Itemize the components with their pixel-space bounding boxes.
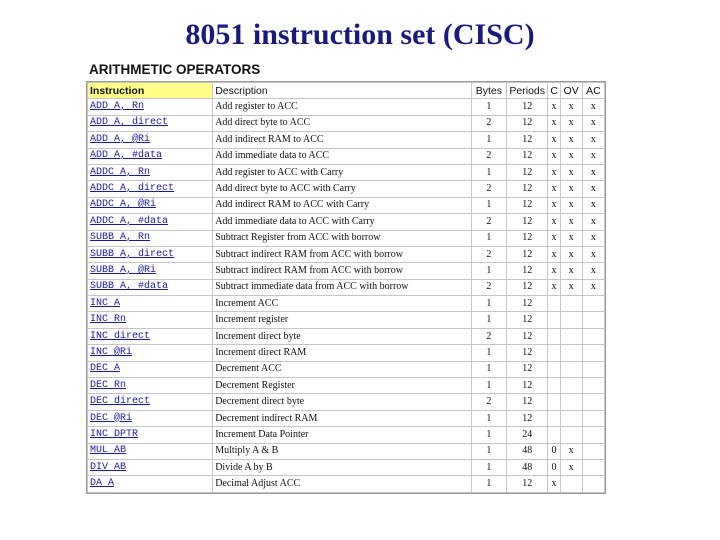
ov-flag-cell: x (560, 164, 582, 180)
periods-cell: 12 (507, 296, 548, 312)
ov-flag-cell: x (560, 148, 582, 164)
description-cell: Add immediate data to ACC (213, 148, 472, 164)
ov-flag-cell: x (560, 246, 582, 262)
ov-flag-cell (560, 328, 582, 344)
header-instruction: Instruction (88, 83, 213, 99)
ac-flag-cell: x (582, 246, 604, 262)
header-ac: AC (582, 83, 604, 99)
ov-flag-cell: x (560, 132, 582, 148)
bytes-cell: 2 (471, 328, 506, 344)
ov-flag-cell (560, 296, 582, 312)
bytes-cell: 2 (471, 148, 506, 164)
description-cell: Increment register (213, 312, 472, 328)
ac-flag-cell (582, 427, 604, 443)
instruction-link[interactable]: SUBB A, @Ri (88, 263, 213, 279)
page-title: 8051 instruction set (CISC) (185, 18, 535, 51)
c-flag-cell: x (548, 99, 560, 115)
bytes-cell: 2 (471, 214, 506, 230)
periods-cell: 12 (507, 214, 548, 230)
ov-flag-cell: x (560, 214, 582, 230)
instruction-link[interactable]: MUL AB (88, 443, 213, 459)
periods-cell: 12 (507, 197, 548, 213)
periods-cell: 12 (507, 132, 548, 148)
c-flag-cell (548, 312, 560, 328)
ov-flag-cell (560, 427, 582, 443)
c-flag-cell: x (548, 148, 560, 164)
table-header-row (88, 83, 605, 99)
periods-cell: 12 (507, 312, 548, 328)
instruction-link[interactable]: INC DPTR (88, 427, 213, 443)
ac-flag-cell (582, 296, 604, 312)
description-cell: Add register to ACC with Carry (213, 164, 472, 180)
table-row (88, 148, 605, 164)
ov-flag-cell (560, 345, 582, 361)
ov-flag-cell: x (560, 263, 582, 279)
ac-flag-cell: x (582, 99, 604, 115)
instruction-link[interactable]: INC direct (88, 328, 213, 344)
header-periods: Periods (507, 83, 548, 99)
table-row (88, 246, 605, 262)
bytes-cell: 1 (471, 427, 506, 443)
table-row (88, 427, 605, 443)
periods-cell: 12 (507, 181, 548, 197)
instruction-link[interactable]: ADD A, Rn (88, 99, 213, 115)
ac-flag-cell (582, 378, 604, 394)
ov-flag-cell: x (560, 99, 582, 115)
periods-cell: 12 (507, 476, 548, 492)
instruction-link[interactable]: DEC Rn (88, 378, 213, 394)
ac-flag-cell: x (582, 115, 604, 131)
ac-flag-cell (582, 410, 604, 426)
c-flag-cell: x (548, 132, 560, 148)
instruction-link[interactable]: ADD A, direct (88, 115, 213, 131)
periods-cell: 12 (507, 361, 548, 377)
bytes-cell: 1 (471, 476, 506, 492)
bytes-cell: 1 (471, 312, 506, 328)
ac-flag-cell: x (582, 263, 604, 279)
instruction-table (86, 81, 606, 494)
section-heading: ARITHMETIC OPERATORS (89, 62, 261, 77)
ov-flag-cell: x (560, 230, 582, 246)
periods-cell: 48 (507, 443, 548, 459)
periods-cell: 12 (507, 263, 548, 279)
ac-flag-cell (582, 476, 604, 492)
description-cell: Add direct byte to ACC (213, 115, 472, 131)
c-flag-cell (548, 345, 560, 361)
description-cell: Increment ACC (213, 296, 472, 312)
description-cell: Add indirect RAM to ACC (213, 132, 472, 148)
ov-flag-cell: x (560, 443, 582, 459)
instruction-link[interactable]: INC A (88, 296, 213, 312)
description-cell: Decrement Register (213, 378, 472, 394)
bytes-cell: 2 (471, 394, 506, 410)
ov-flag-cell: x (560, 181, 582, 197)
ac-flag-cell: x (582, 164, 604, 180)
ac-flag-cell (582, 394, 604, 410)
periods-cell: 12 (507, 115, 548, 131)
c-flag-cell: x (548, 214, 560, 230)
description-cell: Subtract Register from ACC with borrow (213, 230, 472, 246)
header-bytes: Bytes (471, 83, 506, 99)
table-row (88, 328, 605, 344)
c-flag-cell (548, 296, 560, 312)
table-row (88, 279, 605, 295)
instruction-link[interactable]: ADDC A, #data (88, 214, 213, 230)
table-row (88, 99, 605, 115)
description-cell: Increment direct RAM (213, 345, 472, 361)
table-row (88, 214, 605, 230)
bytes-cell: 2 (471, 246, 506, 262)
header-ov: OV (560, 83, 582, 99)
ac-flag-cell (582, 459, 604, 475)
description-cell: Divide A by B (213, 459, 472, 475)
ov-flag-cell (560, 378, 582, 394)
description-cell: Subtract indirect RAM from ACC with borrow (213, 246, 472, 262)
c-flag-cell: x (548, 263, 560, 279)
bytes-cell: 1 (471, 99, 506, 115)
ac-flag-cell: x (582, 148, 604, 164)
description-cell: Subtract immediate data from ACC with borrow (213, 279, 472, 295)
description-cell: Decrement ACC (213, 361, 472, 377)
ac-flag-cell: x (582, 181, 604, 197)
periods-cell: 12 (507, 394, 548, 410)
instruction-link[interactable]: SUBB A, #data (88, 279, 213, 295)
bytes-cell: 2 (471, 181, 506, 197)
c-flag-cell: 0 (548, 443, 560, 459)
c-flag-cell: x (548, 476, 560, 492)
description-cell: Multiply A & B (213, 443, 472, 459)
description-cell: Add register to ACC (213, 99, 472, 115)
c-flag-cell: x (548, 197, 560, 213)
instruction-link[interactable]: SUBB A, Rn (88, 230, 213, 246)
table-row (88, 476, 605, 492)
periods-cell: 12 (507, 345, 548, 361)
description-cell: Increment direct byte (213, 328, 472, 344)
ac-flag-cell (582, 312, 604, 328)
table-row (88, 115, 605, 131)
table-row (88, 345, 605, 361)
bytes-cell: 1 (471, 132, 506, 148)
ov-flag-cell (560, 361, 582, 377)
ov-flag-cell: x (560, 459, 582, 475)
bytes-cell: 1 (471, 361, 506, 377)
instruction-link[interactable]: ADD A, @Ri (88, 132, 213, 148)
bytes-cell: 1 (471, 296, 506, 312)
instruction-link[interactable]: SUBB A, direct (88, 246, 213, 262)
periods-cell: 12 (507, 99, 548, 115)
ac-flag-cell (582, 345, 604, 361)
periods-cell: 12 (507, 164, 548, 180)
table-row (88, 230, 605, 246)
instruction-link[interactable]: ADD A, #data (88, 148, 213, 164)
ac-flag-cell: x (582, 197, 604, 213)
bytes-cell: 1 (471, 410, 506, 426)
periods-cell: 12 (507, 279, 548, 295)
c-flag-cell (548, 427, 560, 443)
table-row (88, 459, 605, 475)
c-flag-cell (548, 328, 560, 344)
table-row (88, 361, 605, 377)
table-row (88, 164, 605, 180)
ac-flag-cell (582, 443, 604, 459)
bytes-cell: 1 (471, 197, 506, 213)
description-cell: Decrement indirect RAM (213, 410, 472, 426)
ov-flag-cell (560, 312, 582, 328)
instruction-link[interactable]: DIV AB (88, 459, 213, 475)
ov-flag-cell (560, 394, 582, 410)
table-row (88, 263, 605, 279)
ac-flag-cell (582, 328, 604, 344)
instruction-link[interactable]: DA A (88, 476, 213, 492)
instruction-link[interactable]: ADDC A, direct (88, 181, 213, 197)
bytes-cell: 2 (471, 279, 506, 295)
c-flag-cell: 0 (548, 459, 560, 475)
table-row (88, 132, 605, 148)
instruction-link[interactable]: DEC A (88, 361, 213, 377)
instruction-link[interactable]: ADDC A, @Ri (88, 197, 213, 213)
bytes-cell: 1 (471, 459, 506, 475)
periods-cell: 12 (507, 148, 548, 164)
table-row (88, 410, 605, 426)
ac-flag-cell (582, 361, 604, 377)
c-flag-cell: x (548, 230, 560, 246)
instruction-link[interactable]: ADDC A, Rn (88, 164, 213, 180)
table-row (88, 181, 605, 197)
c-flag-cell: x (548, 115, 560, 131)
description-cell: Add direct byte to ACC with Carry (213, 181, 472, 197)
instruction-link[interactable]: DEC @Ri (88, 410, 213, 426)
ac-flag-cell: x (582, 132, 604, 148)
instruction-link[interactable]: DEC direct (88, 394, 213, 410)
ac-flag-cell: x (582, 230, 604, 246)
ac-flag-cell: x (582, 279, 604, 295)
bytes-cell: 1 (471, 345, 506, 361)
table-row (88, 378, 605, 394)
description-cell: Add indirect RAM to ACC with Carry (213, 197, 472, 213)
periods-cell: 12 (507, 230, 548, 246)
c-flag-cell: x (548, 181, 560, 197)
c-flag-cell (548, 394, 560, 410)
description-cell: Increment Data Pointer (213, 427, 472, 443)
table-row (88, 312, 605, 328)
ov-flag-cell: x (560, 279, 582, 295)
periods-cell: 48 (507, 459, 548, 475)
instruction-link[interactable]: INC @Ri (88, 345, 213, 361)
ov-flag-cell (560, 410, 582, 426)
c-flag-cell (548, 361, 560, 377)
bytes-cell: 1 (471, 164, 506, 180)
description-cell: Decimal Adjust ACC (213, 476, 472, 492)
c-flag-cell: x (548, 164, 560, 180)
periods-cell: 12 (507, 328, 548, 344)
c-flag-cell: x (548, 246, 560, 262)
table-row (88, 296, 605, 312)
periods-cell: 12 (507, 410, 548, 426)
ov-flag-cell: x (560, 115, 582, 131)
periods-cell: 12 (507, 378, 548, 394)
table-row (88, 443, 605, 459)
header-c: C (548, 83, 560, 99)
bytes-cell: 1 (471, 263, 506, 279)
periods-cell: 12 (507, 246, 548, 262)
header-description: Description (213, 83, 472, 99)
periods-cell: 24 (507, 427, 548, 443)
bytes-cell: 1 (471, 378, 506, 394)
instruction-link[interactable]: INC Rn (88, 312, 213, 328)
bytes-cell: 2 (471, 115, 506, 131)
ov-flag-cell: x (560, 197, 582, 213)
description-cell: Subtract indirect RAM from ACC with borrow (213, 263, 472, 279)
c-flag-cell (548, 378, 560, 394)
description-cell: Add immediate data to ACC with Carry (213, 214, 472, 230)
bytes-cell: 1 (471, 230, 506, 246)
c-flag-cell (548, 410, 560, 426)
table-row (88, 394, 605, 410)
ov-flag-cell (560, 476, 582, 492)
table-row (88, 197, 605, 213)
ac-flag-cell: x (582, 214, 604, 230)
bytes-cell: 1 (471, 443, 506, 459)
description-cell: Decrement direct byte (213, 394, 472, 410)
c-flag-cell: x (548, 279, 560, 295)
